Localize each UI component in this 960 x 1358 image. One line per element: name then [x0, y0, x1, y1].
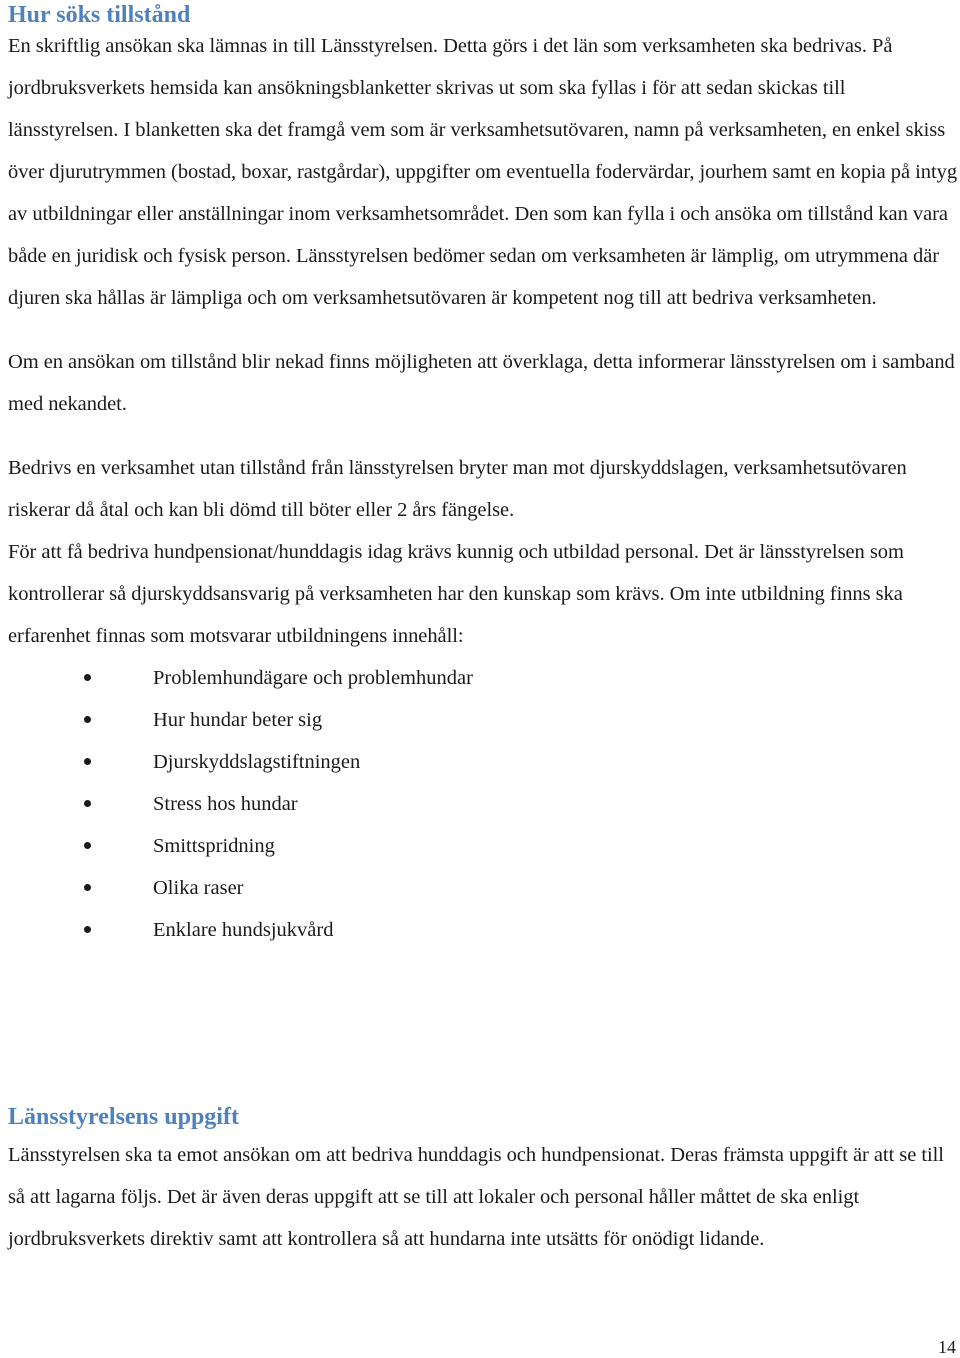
bullet-icon — [84, 842, 91, 849]
bullet-icon — [84, 758, 91, 765]
section-heading: Länsstyrelsens uppgift — [8, 1104, 239, 1130]
list-item — [8, 741, 960, 783]
list-item — [8, 657, 960, 699]
list-item — [8, 909, 960, 951]
paragraph-utan-tillstand: Bedrivs en verksamhet utan tillstånd från länsstyrelsen bryter man mot djurskyddslagen, verksamhetsutövaren riskerar då åtal och kan bli dömd till böter eller 2 års fängelse. — [8, 457, 907, 521]
section-heading: Hur söks tillstånd — [8, 2, 191, 28]
bullet-icon — [84, 674, 91, 681]
list-item-text: Djurskyddslagstiftningen — [153, 751, 361, 773]
list-item-text: Enklare hundsjukvård — [153, 919, 334, 941]
list-item-text: Olika raser — [153, 877, 244, 899]
paragraph-uppgift: Länsstyrelsen ska ta emot ansökan om att bedriva hunddagis och hundpensionat. Deras främsta uppgift är att se till så att lagarna följs. Det är även deras uppgift att se till att lokaler och personal håller måttet de ska enligt jordbruksverkets direktiv samt att kontrollera så att hundarna inte utsätts för onödigt lidande. — [8, 1144, 944, 1250]
list-item-text: Stress hos hundar — [153, 793, 298, 815]
bullet-icon — [84, 716, 91, 723]
paragraph-utbildning: För att få bedriva hundpensionat/hunddagis idag krävs kunnig och utbildad personal. Det är länsstyrelsen som kontrollerar så djurskyddsansvarig på verksamheten har den kunskap som krävs. Om inte utbildning finns ska erfarenhet finnas som motsvarar utbildningens innehåll: — [8, 541, 904, 647]
bullet-list-utbildning — [8, 657, 960, 951]
bullet-icon — [84, 884, 91, 891]
list-item — [8, 867, 960, 909]
bullet-icon — [84, 926, 91, 933]
list-item-text: Problemhundägare och problemhundar — [153, 667, 473, 689]
list-item-text: Smittspridning — [153, 835, 275, 857]
page-number: 14 — [938, 1337, 956, 1357]
list-item — [8, 825, 960, 867]
list-item — [8, 783, 960, 825]
section-lansstyrelsens-uppgift — [8, 1102, 960, 1260]
list-item-text: Hur hundar beter sig — [153, 709, 323, 731]
paragraph-overklaga: Om en ansökan om tillstånd blir nekad finns möjligheten att överklaga, detta informerar länsstyrelsen om i samband med nekandet. — [8, 351, 955, 415]
list-item — [8, 699, 960, 741]
bullet-icon — [84, 800, 91, 807]
section-hur-soks-tillstand — [8, 0, 960, 951]
paragraph-ansokan: En skriftlig ansökan ska lämnas in till Länsstyrelsen. Detta görs i det län som verksamheten ska bedrivas. På jordbruksverkets hemsida kan ansökningsblanketter skrivas ut som ska fyllas i för att sedan skickas till länsstyrelsen. I blanketten ska det framgå vem som är verksamhetsutövaren, namn på verksamheten, en enkel skiss över djurutrymmen (bostad, boxar, rastgårdar), uppgifter om eventuella fodervärdar, jourhem samt en kopia på intyg av utbildningar eller anställningar inom verksamhetsområdet. Den som kan fylla i och ansöka om tillstånd kan vara både en juridisk och fysisk person. Länsstyrelsen bedömer sedan om verksamheten är lämplig, om utrymmena där djuren ska hållas är lämpliga och om verksamhetsutövaren är kompetent nog till att bedriva verksamheten. — [8, 35, 958, 309]
